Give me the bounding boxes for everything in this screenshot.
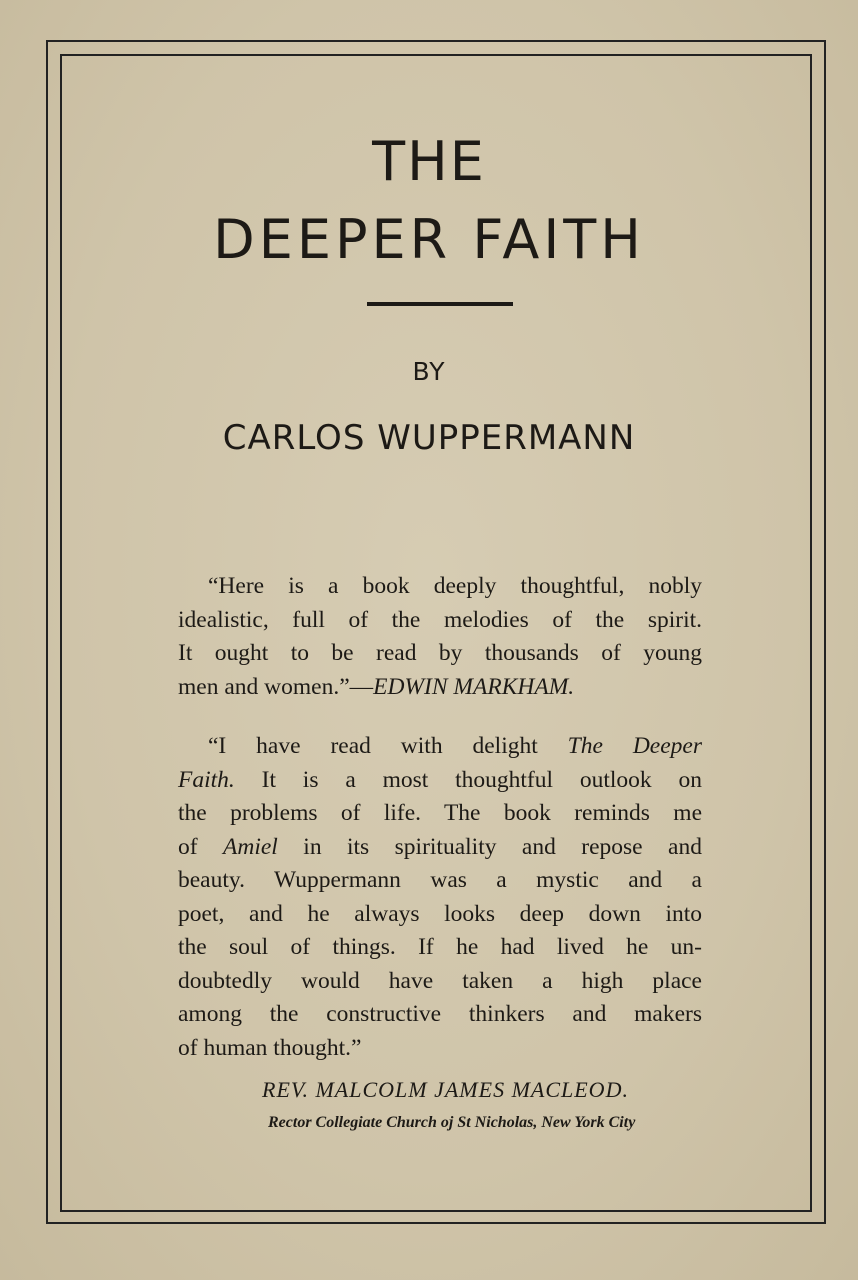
amiel-reference: Amiel [223,833,278,860]
quote-2-line-4-post: in its spirituality and repose and [277,833,702,860]
attribution-position: Rector Collegiate Church oj St Nicholas, New York City [268,1114,636,1131]
book-title-part-2: Faith. [178,766,235,793]
attribution-name: REV. MALCOLM JAMES MACLEOD. [262,1077,629,1102]
quote-2-line-4 [178,831,702,865]
quote-1-line-4-text: men and women.”— [178,673,374,700]
quote-2-line-2-text: It is a most thoughtful outlook on [234,766,702,793]
quote-1-line-4 [178,671,702,705]
quote-2-line-1-text: “I have read with delight [208,733,568,759]
quote-macleod [178,730,702,1065]
title-line-1: THE [372,130,486,193]
quote-2-line-6: poet, and he always looks deep down into [178,900,702,927]
quote-1-attribution: EDWIN MARKHAM. [373,673,575,700]
quote-1-line-2: idealistic, full of the melodies of the spirit. [178,606,702,633]
title-rule [367,302,513,306]
quote-2-line-10: of human thought.” [178,1034,362,1061]
quote-2-line-2 [178,764,702,798]
title-line-2: DEEPER FAITH [213,208,645,271]
quote-1-line-3: It ought to be read by thousands of young [178,640,702,666]
quote-2-line-5: beauty. Wuppermann was a mystic and a [178,867,702,893]
quote-markham [178,570,702,704]
book-title-part-1: The Deeper [567,733,702,759]
by-label: BY [412,357,446,386]
quote-2-line-4-pre: of [178,833,224,860]
quote-1-line-1: “Here is a book deeply thoughtful, nobly [208,573,702,599]
quote-2-line-3: the problems of life. The book reminds me [178,800,702,826]
quote-2-line-9: among the constructive thinkers and makers [178,1001,702,1027]
quote-2-line-8: doubtedly would have taken a high place [178,967,702,994]
quote-2-line-1 [178,730,702,764]
quote-2-line-7: the soul of things. If he had lived he un- [178,934,702,960]
author-name: CARLOS WUPPERMANN [222,418,636,458]
